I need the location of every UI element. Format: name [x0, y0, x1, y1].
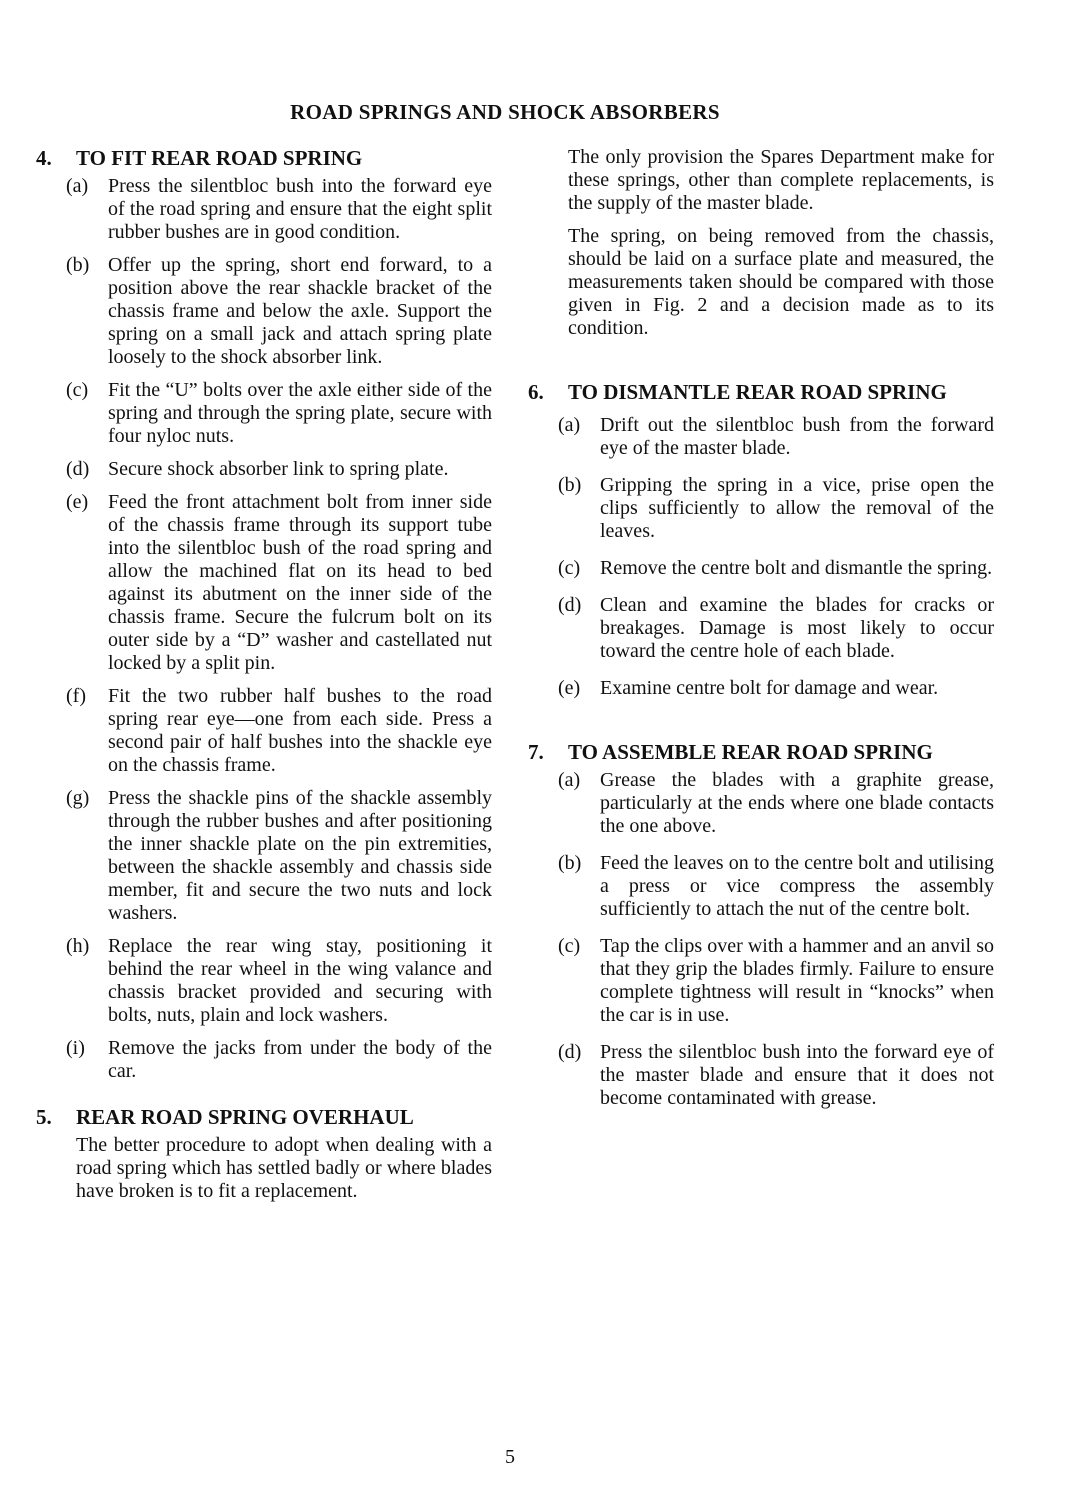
item-label: (e)	[558, 677, 581, 699]
list-item	[36, 935, 492, 1027]
item-label: (b)	[66, 254, 90, 276]
list-item	[36, 1037, 492, 1083]
item-text: Feed the leaves on to the centre bolt and utilising a press or vice compress the assembly sufficiently to attach the nut of the centre bolt.	[600, 852, 994, 920]
item-text: Remove the jacks from under the body of the car.	[108, 1037, 492, 1082]
list-item	[528, 414, 994, 460]
item-label: (g)	[66, 787, 90, 809]
item-text: Drift out the silentbloc bush from the forward eye of the master blade.	[600, 414, 994, 459]
list-item	[36, 254, 492, 369]
item-text: Fit the “U” bolts over the axle either side of the spring and through the spring plate, secure with four nyloc nuts.	[108, 379, 492, 447]
item-text: Secure shock absorber link to spring plate.	[108, 458, 449, 480]
section-4	[36, 146, 492, 1083]
item-label: (a)	[558, 414, 581, 436]
list-item	[528, 852, 994, 921]
list-item	[36, 175, 492, 244]
list-item	[36, 458, 492, 481]
section-title: TO DISMANTLE REAR ROAD SPRING	[568, 380, 947, 404]
section-heading	[36, 1105, 492, 1129]
list-item	[36, 491, 492, 675]
item-label: (i)	[66, 1037, 85, 1059]
item-text: Feed the front attachment bolt from inner side of the chassis frame through its support tube into the silentbloc bush of the road spring and allow the machined flat on its head to bed against its abutment on the inner side of the chassis frame. Secure the fulcrum bolt on its outer side by a “D” washer and castellated nut locked by a split pin.	[108, 491, 492, 674]
section-number: 5.	[36, 1105, 52, 1129]
section-heading	[528, 380, 994, 404]
list-item	[36, 379, 492, 448]
section-7	[528, 740, 994, 1110]
list-item	[528, 677, 994, 700]
item-label: (c)	[558, 935, 581, 957]
right-column	[528, 146, 994, 1132]
section-body	[36, 1134, 492, 1203]
item-text: Gripping the spring in a vice, prise open the clips sufficiently to allow the removal of the leaves.	[600, 474, 994, 542]
section-number: 6.	[528, 380, 544, 404]
page-number: 5	[505, 1446, 515, 1468]
item-label: (a)	[66, 175, 89, 197]
section-title: TO FIT REAR ROAD SPRING	[76, 146, 363, 170]
intro-block	[528, 146, 994, 340]
item-text: Offer up the spring, short end forward, to a position above the rear shackle bracket of the chassis frame and below the axle. Support the spring on a small jack and attach spring plate loosely to the shock absorber link.	[108, 254, 492, 368]
item-label: (c)	[558, 557, 581, 579]
item-label: (e)	[66, 491, 89, 513]
item-text: Remove the centre bolt and dismantle the spring.	[600, 557, 993, 579]
item-label: (d)	[558, 594, 582, 616]
list-item	[528, 557, 994, 580]
item-label: (a)	[558, 769, 581, 791]
item-label: (f)	[66, 685, 86, 707]
list-item	[528, 594, 994, 663]
list-item	[528, 769, 994, 838]
list-item	[528, 1041, 994, 1110]
item-label: (d)	[558, 1041, 582, 1063]
item-text: Replace the rear wing stay, positioning it behind the rear wheel in the wing valance and chassis bracket provided and securing with bolts, nuts, plain and lock washers.	[108, 935, 492, 1026]
item-label: (c)	[66, 379, 89, 401]
list-item	[528, 474, 994, 543]
paragraph: The better procedure to adopt when dealing with a road spring which has settled badly or where blades have broken is to fit a replacement.	[76, 1134, 492, 1202]
page-title: ROAD SPRINGS AND SHOCK ABSORBERS	[290, 100, 720, 124]
paragraph: The spring, on being removed from the chassis, should be laid on a surface plate and measured, the measurements taken should be compared with those given in Fig. 2 and a decision made as to its condition.	[568, 225, 994, 339]
item-label: (h)	[66, 935, 90, 957]
item-text: Press the silentbloc bush into the forward eye of the master blade and ensure that it does not become contaminated with grease.	[600, 1041, 994, 1109]
item-label: (b)	[558, 852, 582, 874]
section-number: 7.	[528, 740, 544, 764]
item-text: Tap the clips over with a hammer and an anvil so that they grip the blades firmly. Failure to ensure complete tightness will result in “knocks” when the car is in use.	[600, 935, 994, 1026]
section-heading	[36, 146, 492, 170]
section-6	[528, 380, 994, 700]
item-text: Clean and examine the blades for cracks or breakages. Damage is most likely to occur toward the centre hole of each blade.	[600, 594, 994, 662]
item-text: Press the silentbloc bush into the forward eye of the road spring and ensure that the eight split rubber bushes are in good condition.	[108, 175, 492, 243]
item-text: Grease the blades with a graphite grease, particularly at the ends where one blade contacts the one above.	[600, 769, 994, 837]
paragraph: The only provision the Spares Department make for these springs, other than complete replacements, is the supply of the master blade.	[568, 146, 994, 214]
item-label: (d)	[66, 458, 90, 480]
left-column	[36, 146, 492, 1225]
list-item	[36, 787, 492, 925]
section-5	[36, 1105, 492, 1203]
section-title: REAR ROAD SPRING OVERHAUL	[76, 1105, 414, 1129]
section-heading	[528, 740, 994, 764]
item-text: Examine centre bolt for damage and wear.	[600, 677, 939, 699]
item-text: Fit the two rubber half bushes to the road spring rear eye—one from each side. Press a second pair of half bushes into the shackle eye on the chassis frame.	[108, 685, 492, 776]
item-text: Press the shackle pins of the shackle assembly through the rubber bushes and after positioning the inner shackle plate on the pin extremities, between the shackle assembly and chassis side member, fit and secure the two nuts and lock washers.	[108, 787, 492, 924]
section-number: 4.	[36, 146, 52, 170]
section-title: TO ASSEMBLE REAR ROAD SPRING	[568, 740, 933, 764]
item-label: (b)	[558, 474, 582, 496]
list-item	[528, 935, 994, 1027]
list-item	[36, 685, 492, 777]
